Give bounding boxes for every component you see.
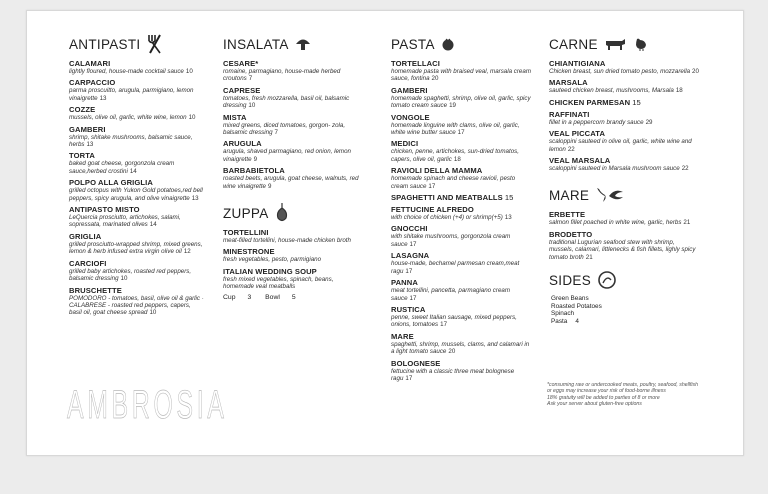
menu-item-description: homemade spinach and cheese ravioli, pesto cream sauce 17 — [391, 175, 516, 190]
menu-item-description: grilled octopus with Yukon Gold potatoes,red bell peppers, spicy arugula, and olive vinaigrette 13 — [69, 187, 203, 202]
menu-item — [549, 156, 699, 172]
sides-heading — [549, 271, 699, 289]
cup-label: Cup — [223, 293, 236, 301]
menu-item-description: grilled baby artichokes, roasted red peppers, balsamic dressing 10 — [69, 267, 192, 283]
menu-item-description: scaloppini sauteed in olive oil, garlic, white wine and lemon 22 — [549, 138, 692, 153]
menu-item-name: RUSTICA — [391, 304, 426, 314]
menu-item-name: MISTA — [223, 112, 247, 122]
plate-icon — [597, 270, 617, 290]
menu-item-name: GAMBERI — [391, 85, 428, 95]
raw-food-notice: *consuming raw or undercooked meats, poultry, seafood, shellfish or eggs may increase your risk of food-borne illness — [547, 382, 698, 395]
menu-item-price: 10 — [185, 68, 193, 75]
menu-item-price: 9 — [268, 182, 272, 190]
menu-item — [223, 166, 363, 190]
menu-item-price: 7 — [248, 75, 253, 83]
menu-item-price: 10 — [149, 309, 157, 317]
menu-item-description: with shitake mushrooms, gorgonzola cream sauce 17 — [391, 233, 511, 248]
menu-item-name: RAVIOLI DELLA MAMMA — [391, 166, 483, 176]
menu-item — [549, 98, 699, 107]
menu-item-description: homemade linguine with clams, olive oil, garlic, white wine butter sauce 17 — [391, 121, 520, 137]
menu-item-name: CARCIOFI — [69, 258, 107, 268]
menu-item — [391, 193, 531, 202]
cup-price: 3 — [247, 293, 252, 301]
menu-item-name: VONGOLE — [391, 112, 430, 122]
menu-item — [69, 59, 205, 75]
menu-item-description: tomatoes, fresh mozzarella, basil oil, balsamic dressing 10 — [223, 94, 350, 110]
menu-item — [549, 129, 699, 153]
menu-item-name: PANNA — [391, 278, 418, 288]
menu-item — [223, 59, 363, 83]
mare-list — [549, 210, 699, 261]
menu-item-price: 17 — [405, 374, 413, 382]
menu-item-price: 19 — [449, 102, 456, 110]
menu-item-name: COZZE — [69, 105, 96, 115]
menu-item-name: GAMBERI — [69, 124, 106, 134]
menu-item — [549, 110, 699, 126]
menu-item-price: 13 — [99, 94, 107, 102]
menu-item-description: meat-filled tortellini, house-made chicken broth — [223, 237, 351, 245]
pasta-title: PASTA — [391, 36, 435, 52]
menu-item-description: homemade pasta with braised veal, marsala cream sauce, fontina 20 — [391, 68, 531, 83]
menu-item-name: POLPO ALLA GRIGLIA — [69, 178, 153, 188]
menu-item-price: 17 — [428, 182, 436, 190]
side-item: Roasted Potatoes — [551, 302, 602, 310]
menu-item — [391, 113, 531, 137]
menu-item-description: grilled prosciutto-wrapped shrimp, mixed greens, lemon & herb infused extra virgin olive oil 12 — [69, 240, 203, 256]
menu-item-price: 18 — [675, 87, 683, 95]
sides-list — [551, 295, 699, 325]
menu-item-name: RAFFINATI — [549, 109, 590, 119]
sides-price: 4 — [575, 317, 579, 325]
menu-item-description: POMODORO - tomatoes, basil, olive oil & garlic · CALABRESE - roasted red peppers, capers, basil oil, goat cheese spread 10 — [69, 294, 204, 317]
menu-item-name: MINESTRONE — [223, 247, 275, 257]
menu-item-name: ERBETTE — [549, 210, 586, 220]
carne-column — [549, 35, 699, 325]
side-item: Spinach — [551, 310, 575, 318]
pasta-heading — [391, 35, 531, 53]
menu-item-price: 15 — [632, 97, 641, 107]
menu-item-price: 17 — [409, 294, 417, 302]
menu-item-name: GNOCCHI — [391, 224, 428, 234]
sides-title: SIDES — [549, 272, 592, 288]
menu-item-description: traditional Lugurian seafood stew with shrimp, mussels, calamari, littlenecks & fish fillets, lighly spicy tomato broth 21 — [549, 238, 696, 261]
antipasti-title: ANTIPASTI — [69, 36, 141, 52]
antipasti-list — [69, 59, 205, 317]
menu-item-name: BOLOGNESE — [391, 358, 441, 368]
menu-item — [391, 86, 531, 110]
menu-item-price: 10 — [248, 102, 256, 110]
menu-item-price: 9 — [253, 155, 258, 163]
menu-item — [69, 178, 205, 202]
menu-item-description: arugula, shaved parmagiano, red onion, lemon vinaigrette 9 — [223, 148, 351, 163]
menu-item-name: CESARE* — [223, 59, 259, 68]
carne-title: CARNE — [549, 36, 598, 52]
onion-icon — [275, 202, 289, 224]
menu-item-name: ARUGULA — [223, 139, 262, 149]
menu-item — [549, 210, 699, 226]
menu-item — [69, 78, 205, 102]
menu-item-price: 21 — [683, 219, 691, 227]
menu-item — [549, 59, 699, 75]
carne-list — [549, 59, 699, 172]
menu-item-price: 13 — [191, 194, 199, 202]
menu-item — [391, 332, 531, 356]
menu-item — [223, 139, 363, 163]
menu-item-name: BRUSCHETTE — [69, 285, 122, 295]
menu-item-name: VEAL MARSALA — [549, 156, 611, 166]
menu-item-description: baked goat cheese, gorgonzola cream sauce,herbed crostini 14 — [69, 160, 175, 175]
mare-title: MARE — [549, 187, 590, 203]
menu-item-name: FETTUCINE ALFREDO — [391, 205, 474, 215]
antipasti-column — [69, 35, 205, 320]
menu-item — [391, 59, 531, 83]
zuppa-list — [223, 228, 363, 291]
pasta-column — [391, 35, 531, 385]
menu-item-name: ITALIAN WEDDING SOUP — [223, 266, 317, 276]
mare-heading — [549, 186, 699, 204]
menu-item — [69, 125, 205, 149]
cow-icon — [604, 37, 628, 51]
menu-item-price: 10 — [188, 114, 196, 122]
menu-item-name: CARPACCIO — [69, 78, 116, 88]
menu-item-name: LASAGNA — [391, 251, 430, 261]
menu-item-description: with choice of chicken (+4) or shrimp(+5) 13 — [391, 214, 512, 222]
menu-item-price: 10 — [120, 275, 128, 283]
menu-item-description: parma proscuitto, arugula, parmigiano, lemon vinaigrette 13 — [69, 87, 194, 102]
menu-item-description: salmon fillet poached in white wine, garlic, herbs 21 — [549, 219, 691, 227]
menu-item — [391, 278, 531, 302]
menu-item — [391, 224, 531, 248]
menu-item-description: Chicken breast, sun dried tomato pesto, mozzarella 20 — [549, 68, 699, 75]
menu-item-name: CALAMARI — [69, 59, 111, 68]
menu-item-name: SPAGHETTI AND MEATBALLS 15 — [391, 193, 514, 203]
menu-item-description: meat tortellini, pancetta, parmagiano cream sauce 17 — [391, 287, 510, 302]
menu-item-description: fettucine with a classic three meat bolognese ragu 17 — [391, 367, 515, 382]
menu-item-price: 17 — [457, 129, 465, 137]
menu-item-name: MARE — [391, 331, 414, 341]
menu-item-name: CHIANTIGIANA — [549, 59, 606, 68]
zuppa-heading — [223, 204, 363, 222]
menu-item-price: 15 — [504, 193, 514, 203]
menu-item-description: penne, sweet Italian sausage, mixed peppers, onions, tomatoes 17 — [391, 313, 517, 329]
menu-item-price: 14 — [129, 167, 137, 175]
menu-item-description: roasted beets, arugula, goat cheese, walnuts, red wine vinaigrette 9 — [223, 175, 359, 190]
menu-item — [69, 259, 205, 283]
menu-item-description: shrimp, shitake mushrooms, balsamic sauce, herbs 13 — [69, 133, 193, 149]
menu-item-price: 13 — [504, 214, 512, 222]
menu-item-name: MARSALA — [549, 78, 588, 88]
gratuity-notice: 18% gratuity will be added to parties of 8 or more — [547, 394, 660, 401]
menu-item — [223, 228, 363, 244]
zuppa-title: ZUPPA — [223, 205, 269, 221]
menu-item-price: 22 — [567, 145, 575, 153]
carne-heading — [549, 35, 699, 53]
menu-item-price: 20 — [692, 68, 699, 75]
menu-item-description: mixed greens, diced tomatoes, gorgon- zola, balsamic dressing 7 — [223, 121, 346, 137]
menu-item-name: BARBABIETOLA — [223, 166, 285, 176]
bowl-label: Bowl — [265, 293, 280, 301]
menu-item — [223, 113, 363, 137]
menu-item-description: mussels, olive oil, garlic, white wine, lemon 10 — [69, 114, 196, 122]
tomato-icon — [441, 37, 455, 51]
menu-item — [69, 205, 205, 229]
menu-item — [391, 205, 531, 221]
menu-item-price: 17 — [409, 240, 417, 248]
pasta-list — [391, 59, 531, 382]
menu-item-name: CAPRESE — [223, 85, 261, 95]
menu-item-price: 20 — [431, 75, 439, 83]
menu-item — [391, 251, 531, 275]
menu-item — [549, 78, 699, 94]
insalata-column — [223, 35, 363, 301]
menu-item-name: VEAL PICCATA — [549, 129, 606, 139]
mushroom-icon — [295, 37, 311, 51]
menu-item-description: romaine, parmagiano, house-made herbed croutons 7 — [223, 68, 341, 83]
side-item: Green Beans — [551, 295, 589, 303]
menu-item-price: 18 — [453, 155, 461, 163]
menu-item-price: 14 — [149, 221, 157, 229]
insalata-title: INSALATA — [223, 36, 289, 52]
menu-item — [391, 359, 531, 383]
menu-item — [69, 151, 205, 175]
menu-item — [69, 232, 205, 256]
fine-print — [547, 382, 699, 408]
menu-item-description: sauteed chicken breast, mushrooms, Marsala 18 — [549, 87, 683, 95]
gluten-notice: Ask your server about gluten-free options — [547, 401, 642, 408]
menu-item-description: homemade spaghetti, shrimp, olive oil, garlic, spicy tomato cream sauce 19 — [391, 94, 531, 110]
insalata-heading — [223, 35, 363, 53]
menu-item-description: house-made, bechamel parmesan cream,meat ragu 17 — [391, 260, 520, 275]
menu-item — [69, 286, 205, 317]
menu-item — [223, 86, 363, 110]
menu-item-name: BRODETTO — [549, 229, 593, 239]
menu-item — [549, 230, 699, 261]
chicken-icon — [634, 37, 648, 51]
menu-item-description: LeQuercia prosciutto, artichokes, salami, sopressata, marinated olives 14 — [69, 214, 181, 229]
menu-item-price: 17 — [440, 321, 448, 329]
menu-item-name: TORTELLACI — [391, 59, 440, 68]
menu-item — [223, 267, 363, 291]
menu-item-price: 29 — [645, 118, 653, 126]
menu-item-description: fillet in a peppercorn brandy sauce 29 — [549, 118, 653, 126]
side-item: Pasta 4 — [551, 317, 579, 325]
seafood-icon — [595, 186, 625, 204]
menu-item-price: 13 — [86, 141, 94, 149]
menu-item-price: 12 — [183, 248, 191, 256]
menu-item — [391, 305, 531, 329]
menu-item-name: TORTELLINI — [223, 228, 269, 238]
restaurant-logo: AMBROSIA — [67, 383, 228, 427]
menu-item-description: spaghetti, shrimp, mussels, clams, and calamari in a light tomato sauce 20 — [391, 340, 530, 356]
menu-item — [391, 166, 531, 190]
menu-item-name: GRIGLIA — [69, 231, 102, 241]
menu-item-price: 22 — [681, 165, 689, 173]
menu-item — [391, 139, 531, 163]
menu-item-price: 7 — [274, 129, 278, 137]
fork-knife-icon — [146, 34, 164, 54]
insalata-list — [223, 59, 363, 190]
menu-item — [69, 105, 205, 121]
menu-page — [26, 10, 744, 456]
bowl-price: 5 — [291, 293, 296, 301]
menu-item-description: scaloppini sauteed in Marsala mushroom sauce 22 — [549, 165, 689, 173]
menu-item-name: MEDICI — [391, 139, 419, 149]
menu-item-price: 20 — [448, 348, 456, 356]
menu-item-name: ANTIPASTO MISTO — [69, 205, 140, 215]
soup-sizes — [223, 294, 363, 301]
menu-item-description: fresh mixed vegetables, spinach, beans, homemade veal meatballs — [223, 275, 334, 291]
menu-item-name: CHICKEN PARMESAN 15 — [549, 97, 641, 107]
menu-item-description: lightly floured, house-made cocktail sauce 10 — [69, 68, 193, 75]
menu-item — [223, 247, 363, 263]
antipasti-heading — [69, 35, 205, 53]
menu-item-description: fresh vegetables, pesto, parmigiano — [223, 256, 322, 264]
menu-item-price: 21 — [585, 253, 593, 261]
menu-item-description: chicken, penne, artichokes, sun-dried tomatos, capers, olive oil, garlic 18 — [391, 148, 519, 163]
menu-item-name: TORTA — [69, 151, 95, 161]
menu-item-price: 17 — [405, 267, 413, 275]
